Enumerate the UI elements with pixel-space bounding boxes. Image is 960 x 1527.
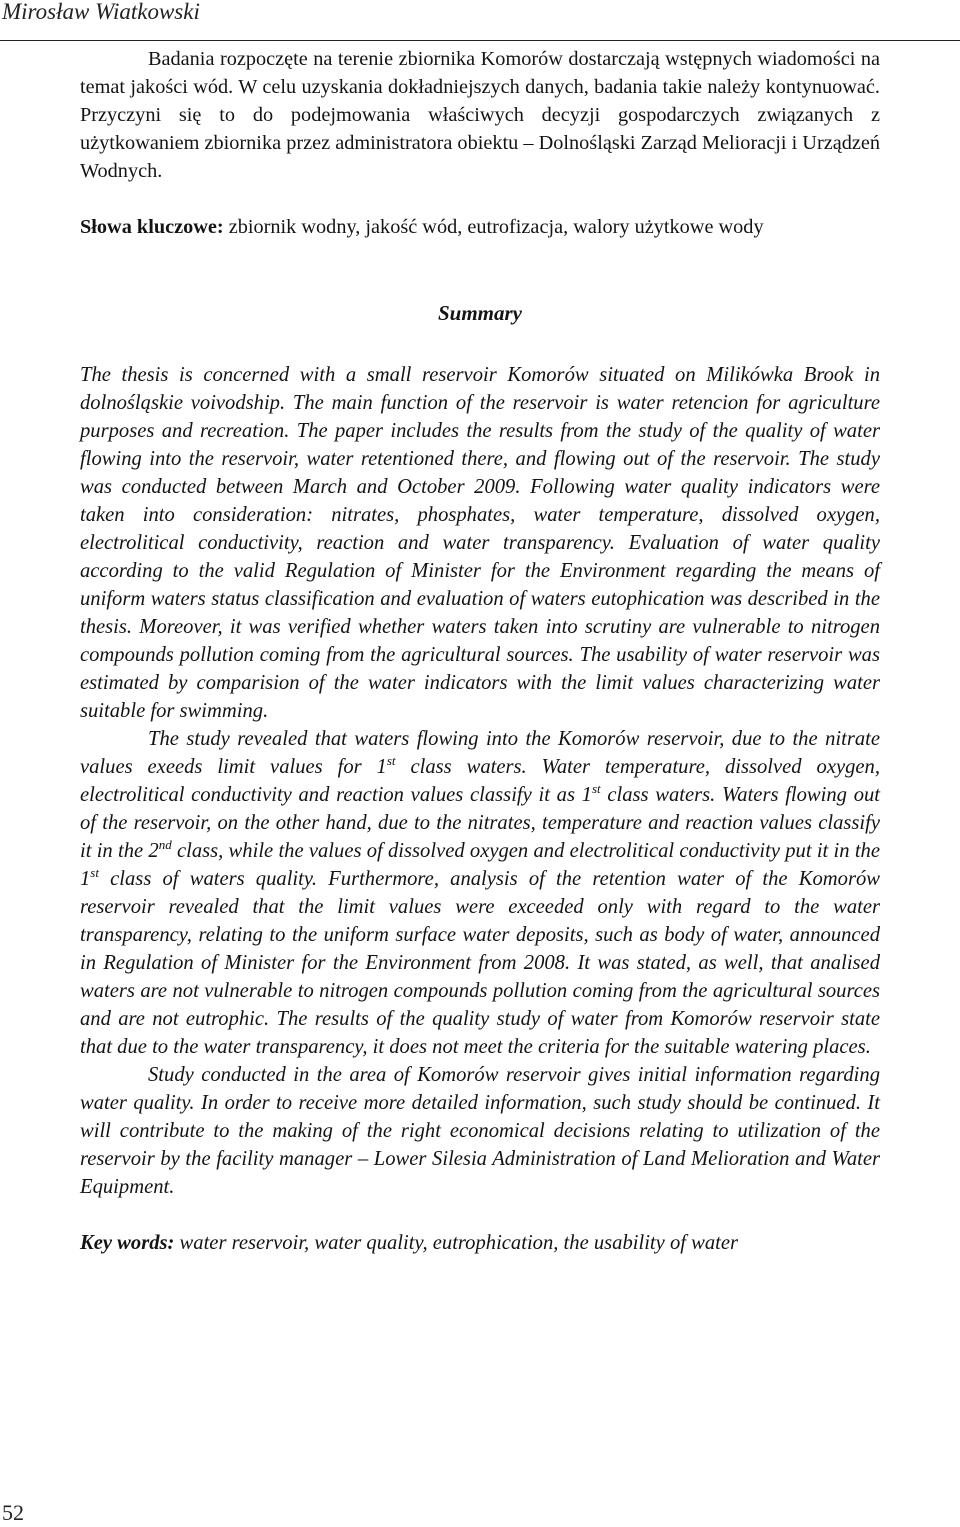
summary-p2-part-d: class, while the values of dissolved oxygen and electrolitical conductivity put it in the 1 bbox=[80, 840, 880, 890]
summary-paragraph-2 bbox=[80, 725, 880, 1061]
summary-p2-part-a: The study revealed that waters flowing into the Komorów reservoir, due to the nitrate values exeeds limit values for 1 bbox=[80, 728, 880, 778]
summary-p2-part-b: class waters. Water temperature, dissolved oxygen, electrolitical conductivity and reaction values classify it as 1 bbox=[80, 756, 880, 806]
superscript-st: st bbox=[90, 865, 99, 880]
english-keywords bbox=[80, 1229, 880, 1257]
summary-paragraph-3: Study conducted in the area of Komorów reservoir gives initial information regarding water quality. In order to receive more detailed information, such study should be continued. It will contribute to the making of the right economical decisions relating to utilization of the reservoir by the facility manager – Lower Silesia Administration of Land Melioration and Water Equipment. bbox=[80, 1064, 880, 1198]
polish-keywords-label: Słowa kluczowe: bbox=[80, 216, 224, 238]
polish-keywords bbox=[80, 213, 880, 241]
english-keywords-text: water reservoir, water quality, eutrophication, the usability of water bbox=[179, 1232, 739, 1254]
page-content bbox=[80, 45, 880, 1257]
superscript-st: st bbox=[386, 753, 396, 768]
summary-p2-part-e: class of waters quality. Furthermore, analysis of the retention water of the Komorów reservoir revealed that the limit values were exceeded only with regard to the water transparency, relating to the uniform surface water deposits, such as body of water, announced in Regulation of Minister for the Environment from 2008. It was stated, as well, that analised waters are not vulnerable to nitrogen compounds pollution coming from the agricultural sources and are not eutrophic. The results of the quality study of water from Komorów reservoir state that due to the water transparency, it does not meet the criteria for the suitable watering places. bbox=[80, 868, 880, 1058]
page-number: 52 bbox=[2, 1500, 24, 1525]
summary-title: Summary bbox=[437, 301, 523, 325]
polish-keywords-text: zbiornik wodny, jakość wód, eutrofizacja, walory użytkowe wody bbox=[228, 216, 764, 238]
english-keywords-label: Key words: bbox=[80, 1232, 175, 1254]
summary-paragraph-1: The thesis is concerned with a small reservoir Komorów situated on Milikówka Brook in dolnośląskie voivodship. The main function of the reservoir is water retencion for agriculture purposes and recreation. The paper includes the results from the study of the quality of water flowing into the reservoir, water retentioned there, and flowing out of the reservoir. The study was conducted between March and October 2009. Following water quality indicators were taken into consideration: nitrates, phosphates, water temperature, dissolved oxygen, electrolitical conductivity, reaction and water transparency. Evaluation of water quality according to the valid Regulation of Minister for the Environment regarding the means of uniform waters status classification and evaluation of waters eutophication was described in the thesis. Moreover, it was verified whether waters taken into scrutiny are vulnerable to nitrogen compounds pollution coming from the agricultural sources. The usability of water reservoir was estimated by comparision of the water indicators with the limit values characterizing water suitable for swimming. bbox=[80, 364, 880, 722]
superscript-nd: nd bbox=[158, 837, 172, 852]
superscript-st: st bbox=[591, 781, 601, 796]
polish-conclusion-paragraph: Badania rozpoczęte na terenie zbiornika Komorów dostarczają wstępnych wiadomości na temat jakości wód. W celu uzyskania dokładniejszych danych, badania takie należy kontynuować. Przyczyni się to do podejmowania właściwych decyzji gospodarczych związanych z użytkowaniem zbiornika przez administratora obiektu – Dolnośląski Zarząd Melioracji i Urządzeń Wodnych. bbox=[80, 48, 880, 182]
summary-p2-part-c: class waters. Waters flowing out of the reservoir, on the other hand, due to the nitrates, temperature and reaction values classify it in the 2 bbox=[80, 784, 881, 862]
running-header bbox=[0, 0, 960, 41]
header-author: Mirosław Wiatkowski bbox=[2, 0, 200, 24]
